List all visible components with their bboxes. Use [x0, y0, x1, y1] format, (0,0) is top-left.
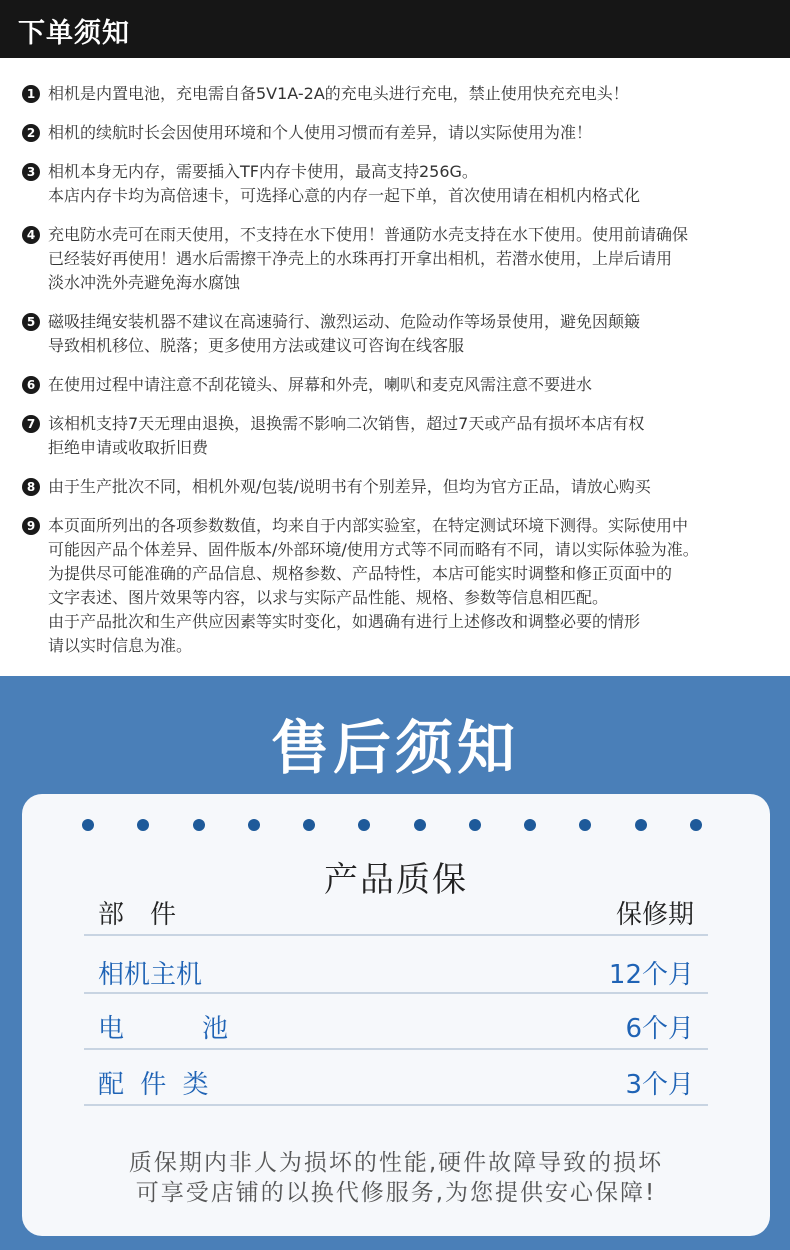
notice-number-badge: 7 [22, 415, 40, 433]
notice-line: 该相机支持7天无理由退换，退换需不影响二次销售，超过7天或产品有损坏本店有权 [48, 414, 645, 433]
decorative-dots [82, 819, 702, 831]
notice-line: 相机本身无内存，需要插入TF内存卡使用，最高支持256G。 [48, 162, 478, 181]
dot [524, 819, 536, 831]
dot [248, 819, 260, 831]
notice-number-badge: 8 [22, 478, 40, 496]
notice-number-badge: 6 [22, 376, 40, 394]
notice-line: 本店内存卡均为高倍速卡，可选择心意的内存一起下单，首次使用请在相机内格式化 [48, 186, 641, 205]
after-sales-title: 售后须知 [270, 714, 519, 782]
notice-line: 相机是内置电池，充电需自备5V1A-2A的充电头进行充电，禁止使用快充充电头！ [48, 84, 629, 103]
order-notice-header [0, 0, 790, 58]
notice-item [22, 310, 782, 358]
dot [193, 819, 205, 831]
dot [579, 819, 591, 831]
notice-number-badge: 2 [22, 124, 40, 142]
dot [82, 819, 94, 831]
warranty-table-header [84, 894, 708, 934]
notice-line: 可能因产品个体差异、固件版本/外部环境/使用方式等不同而略有不同，请以实际体验为准。 [48, 540, 699, 559]
notice-item [22, 121, 782, 145]
notice-line: 文字表述、图片效果等内容，以求与实际产品性能、规格、参数等信息相匹配。 [48, 588, 609, 607]
notice-item [22, 373, 782, 397]
dot [635, 819, 647, 831]
notice-number-badge: 5 [22, 313, 40, 331]
notice-item [22, 475, 782, 499]
notice-line: 在使用过程中请注意不刮花镜头、屏幕和外壳，喇叭和麦克风需注意不要进水 [48, 375, 593, 394]
dot [137, 819, 149, 831]
warranty-card-title: 产品质保 [324, 860, 468, 900]
row-part: 相机主机 [98, 960, 203, 990]
divider [84, 934, 708, 936]
dot [469, 819, 481, 831]
divider [84, 1048, 708, 1050]
divider [84, 992, 708, 994]
row-period: 3个月 [625, 1070, 694, 1100]
notice-number-badge: 9 [22, 517, 40, 535]
notice-item [22, 514, 782, 658]
notice-line: 导致相机移位、脱落；更多使用方法或建议可咨询在线客服 [48, 336, 465, 355]
notice-item [22, 160, 782, 208]
dot [690, 819, 702, 831]
row-period: 12个月 [608, 960, 694, 990]
table-row [84, 954, 708, 994]
dot [303, 819, 315, 831]
row-period: 6个月 [625, 1014, 694, 1044]
order-notice-title: 下单须知 [18, 18, 130, 49]
notice-number-badge: 4 [22, 226, 40, 244]
notice-item [22, 223, 782, 295]
notice-line: 由于生产批次不同，相机外观/包装/说明书有个别差异，但均为官方正品，请放心购买 [48, 477, 651, 496]
order-notice-list [22, 82, 782, 673]
notice-line: 已经装好再使用！遇水后需擦干净壳上的水珠再打开拿出相机，若潜水使用，上岸后请用 [48, 249, 673, 268]
notice-number-badge: 3 [22, 163, 40, 181]
notice-line: 拒绝申请或收取折旧费 [48, 438, 209, 457]
after-sales-section [0, 676, 790, 1250]
notice-line: 由于产品批次和生产供应因素等实时变化，如遇确有进行上述修改和调整必要的情形 [48, 612, 641, 631]
notice-line: 充电防水壳可在雨天使用，不支持在水下使用！普通防水壳支持在水下使用。使用前请确保 [48, 225, 689, 244]
warranty-footer [22, 1148, 770, 1208]
dot [358, 819, 370, 831]
notice-line: 本页面所列出的各项参数数值，均来自于内部实验室，在特定测试环境下测得。实际使用中 [48, 516, 689, 535]
notice-line: 请以实时信息为准。 [48, 636, 193, 655]
dot [414, 819, 426, 831]
footer-line: 可享受店铺的以换代修服务,为您提供安心保障! [135, 1180, 657, 1206]
divider [84, 1104, 708, 1106]
row-part: 配 件 类 [98, 1070, 213, 1100]
notice-line: 相机的续航时长会因使用环境和个人使用习惯而有差异，请以实际使用为准！ [48, 123, 593, 142]
table-row [84, 1008, 708, 1048]
row-part: 电 池 [98, 1014, 255, 1044]
notice-item [22, 82, 782, 106]
header-part: 部件 [98, 900, 203, 930]
table-row [84, 1064, 708, 1104]
footer-line: 质保期内非人为损坏的性能,硬件故障导致的损坏 [128, 1150, 664, 1176]
notice-number-badge: 1 [22, 85, 40, 103]
header-period: 保修期 [615, 900, 694, 930]
notice-item [22, 412, 782, 460]
notice-line: 为提供尽可能准确的产品信息、规格参数、产品特性，本店可能实时调整和修正页面中的 [48, 564, 673, 583]
notice-line: 淡水冲洗外壳避免海水腐蚀 [48, 273, 241, 292]
warranty-card [22, 794, 770, 1236]
notice-line: 磁吸挂绳安装机器不建议在高速骑行、激烈运动、危险动作等场景使用，避免因颠簸 [48, 312, 641, 331]
